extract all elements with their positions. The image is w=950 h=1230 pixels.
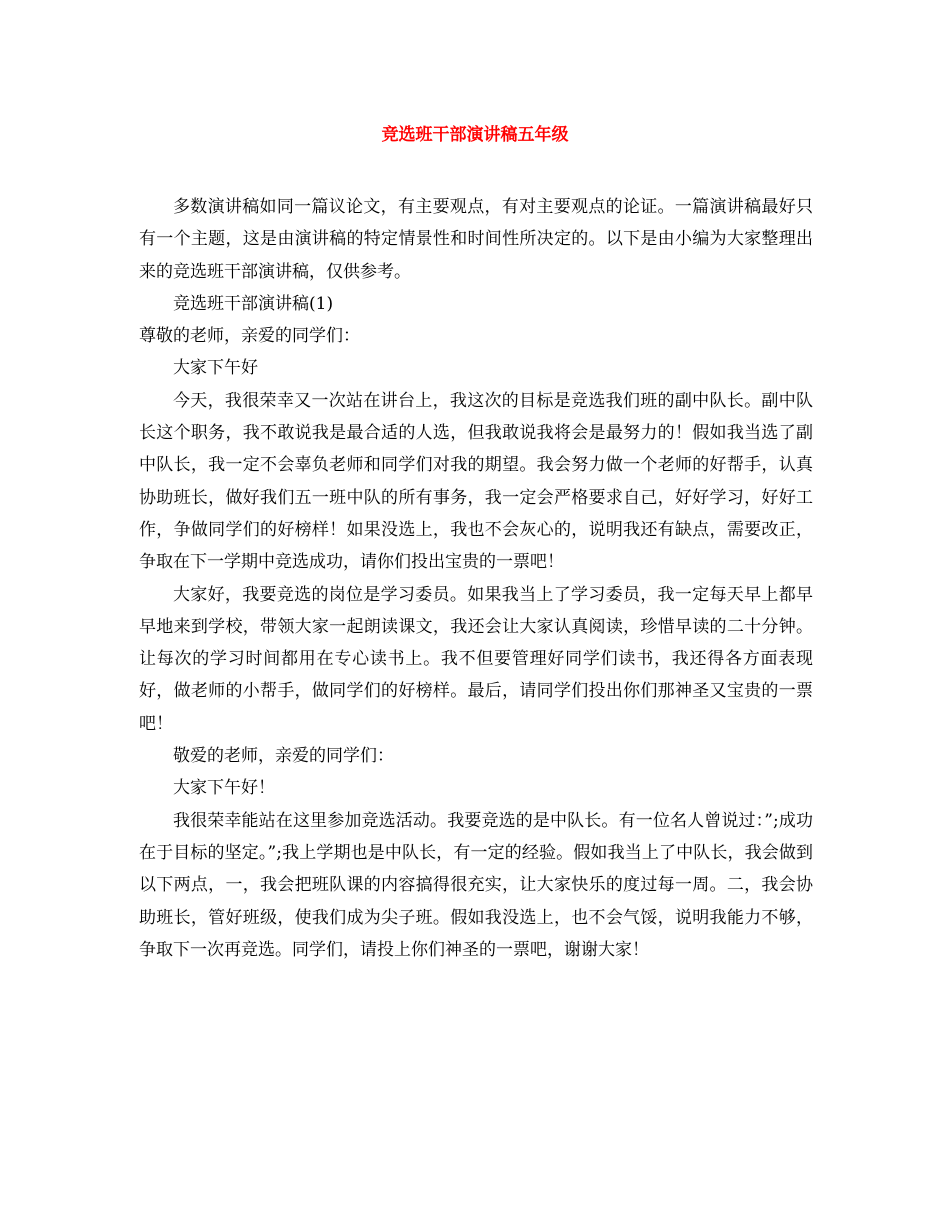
greeting: 大家下午好: [173, 358, 258, 379]
intro-paragraph: 多数演讲稿如同一篇议论文，有主要观点，有对主要观点的论证。一篇演讲稿最好只有一个主题，这是由演讲稿的特定情景性和时间性所决定的。以下是由小编为大家整理出来的竞选班干部演讲稿，仅供参考。: [139, 197, 813, 282]
salutation: 敬爱的老师，亲爱的同学们：: [173, 746, 394, 767]
speech-paragraph: 我很荣幸能站在这里参加竞选活动。我要竞选的是中队长。有一位名人曾说过：”;成功在于目标的坚定。”;我上学期也是中队长，有一定的经验。假如我当上了中队长，我会做到以下两点，一，我会把班队课的内容搞得很充实，让大家快乐的度过每一周。二，我会协助班长，管好班级，使我们成为尖子班。假如我没选上，也不会气馁，说明我能力不够，争取下一次再竞选。同学们，请投上你们神圣的一票吧，谢谢大家！: [139, 810, 813, 960]
document-title: 竞选班干部演讲稿五年级: [381, 125, 569, 145]
document-body: [139, 191, 813, 966]
section-heading: 竞选班干部演讲稿(1): [173, 293, 334, 314]
greeting: 大家下午好！: [173, 778, 275, 799]
salutation: 尊敬的老师，亲爱的同学们：: [139, 326, 360, 347]
speech-paragraph: 今天，我很荣幸又一次站在讲台上，我这次的目标是竞选我们班的副中队长。副中队长这个职务，我不敢说我是最合适的人选，但我敢说我将会是最努力的！假如我当选了副中队长，我一定不会辜负老师和同学们对我的期望。我会努力做一个老师的好帮手，认真协助班长，做好我们五一班中队的所有事务，我一定会严格要求自己，好好学习，好好工作，争做同学们的好榜样！如果没选上，我也不会灰心的，说明我还有缺点，需要改正，争取在下一学期中竞选成功，请你们投出宝贵的一票吧！: [139, 390, 813, 573]
speech-paragraph: 大家好，我要竞选的岗位是学习委员。如果我当上了学习委员，我一定每天早上都早早地来到学校，带领大家一起朗读课文，我还会让大家认真阅读，珍惜早读的二十分钟。让每次的学习时间都用在专心读书上。我不但要管理好同学们读书，我还得各方面表现好，做老师的小帮手，做同学们的好榜样。最后，请同学们投出你们那神圣又宝贵的一票吧！: [139, 584, 813, 734]
